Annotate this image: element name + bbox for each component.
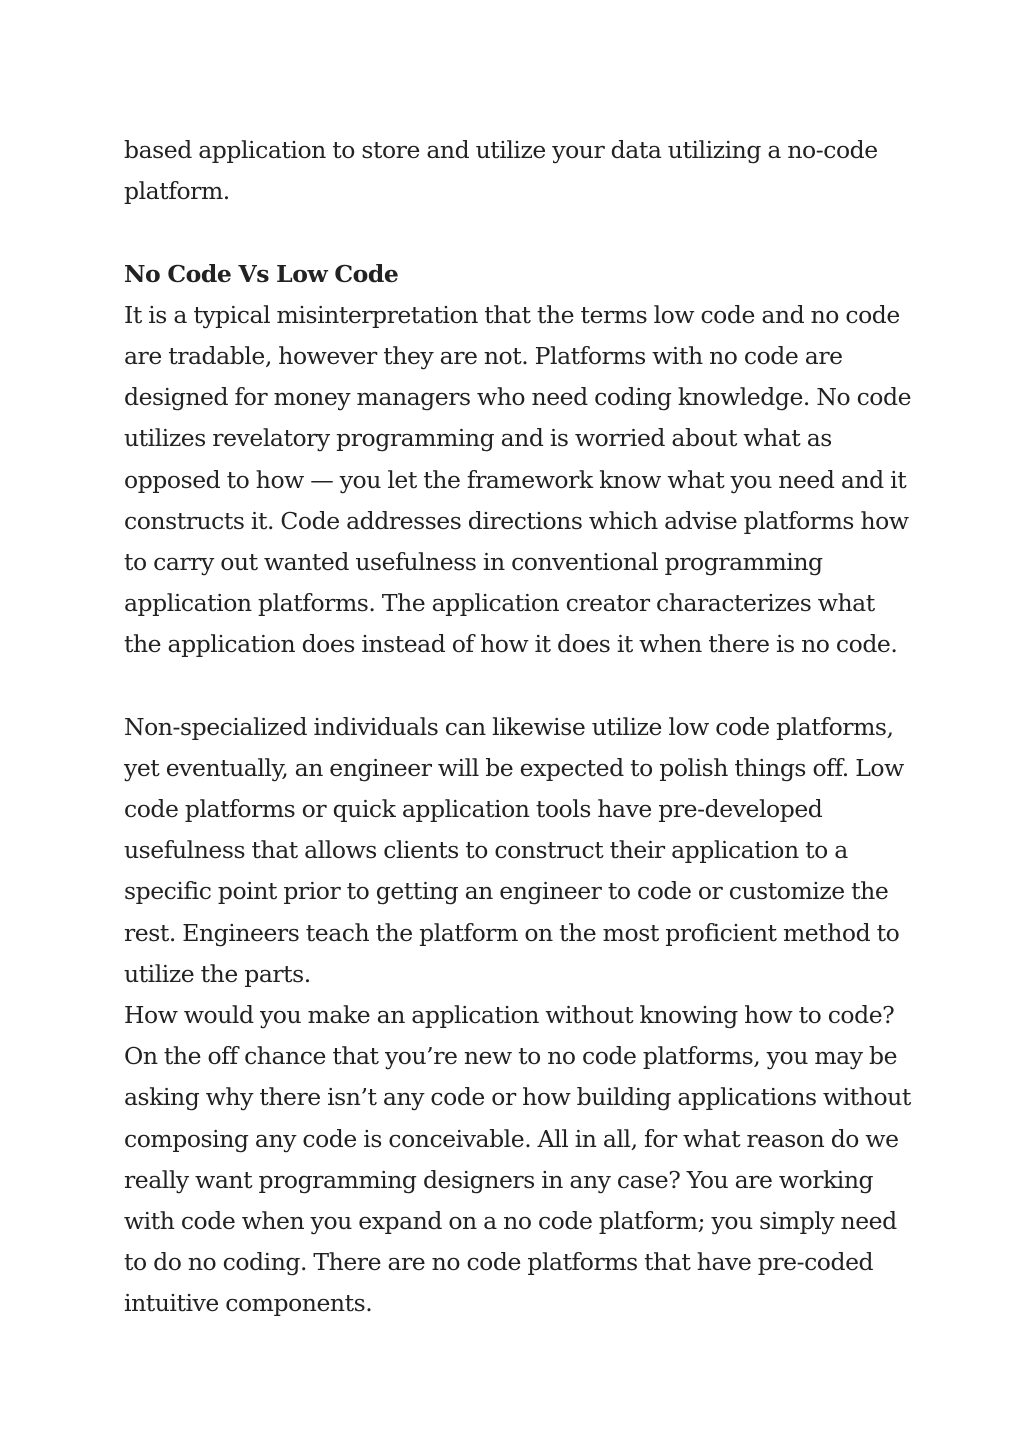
text-line: to carry out wanted usefulness in conventional programming — [124, 547, 823, 576]
text-line: constructs it. Code addresses directions which advise platforms how — [124, 506, 909, 535]
text-line: usefulness that allows clients to construct their application to a — [124, 836, 848, 865]
text-line: specific point prior to getting an engineer to code or customize the — [124, 877, 889, 906]
text-line: are tradable, however they are not. Platforms with no code are — [124, 341, 843, 370]
text-line: intuitive components. — [124, 1289, 373, 1318]
text-line: yet eventually, an engineer will be expected to polish things off. Low — [124, 753, 904, 782]
paragraph-1 — [124, 295, 914, 666]
text-line: Non-specialized individuals can likewise utilize low code platforms, — [124, 712, 894, 741]
paragraph-gap — [124, 212, 914, 253]
text-line: utilize the parts. — [124, 959, 311, 988]
paragraph-3 — [124, 995, 914, 1325]
paragraph-2 — [124, 707, 914, 995]
text-line: designed for money managers who need coding knowledge. No code — [124, 383, 912, 412]
text-line: the application does instead of how it does it when there is no code. — [124, 630, 898, 659]
text-line: with code when you expand on a no code platform; you simply need — [124, 1206, 897, 1235]
text-line: It is a typical misinterpretation that the terms low code and no code — [124, 300, 900, 329]
paragraph-gap — [124, 665, 914, 706]
text-line: platform. — [124, 177, 230, 206]
text-line: rest. Engineers teach the platform on the most proficient method to — [124, 918, 900, 947]
text-line: application platforms. The application creator characterizes what — [124, 589, 875, 618]
text-line: based application to store and utilize your data utilizing a no-code — [124, 136, 878, 164]
text-line: asking why there isn’t any code or how building applications without — [124, 1083, 911, 1112]
document-page — [124, 130, 914, 1324]
text-line: really want programming designers in any case? You are working — [124, 1165, 874, 1194]
text-line: How would you make an application without knowing how to code? — [124, 1000, 895, 1029]
text-line: On the off chance that you’re new to no code platforms, you may be — [124, 1042, 898, 1071]
text-line: to do no coding. There are no code platforms that have pre-coded — [124, 1248, 874, 1277]
section-heading: No Code Vs Low Code — [124, 259, 399, 288]
text-line: opposed to how — you let the framework know what you need and it — [124, 465, 907, 494]
text-line: utilizes revelatory programming and is worried about what as — [124, 424, 832, 453]
intro-paragraph — [124, 130, 914, 212]
text-line: code platforms or quick application tools have pre-developed — [124, 795, 823, 823]
text-line: composing any code is conceivable. All in all, for what reason do we — [124, 1124, 899, 1153]
